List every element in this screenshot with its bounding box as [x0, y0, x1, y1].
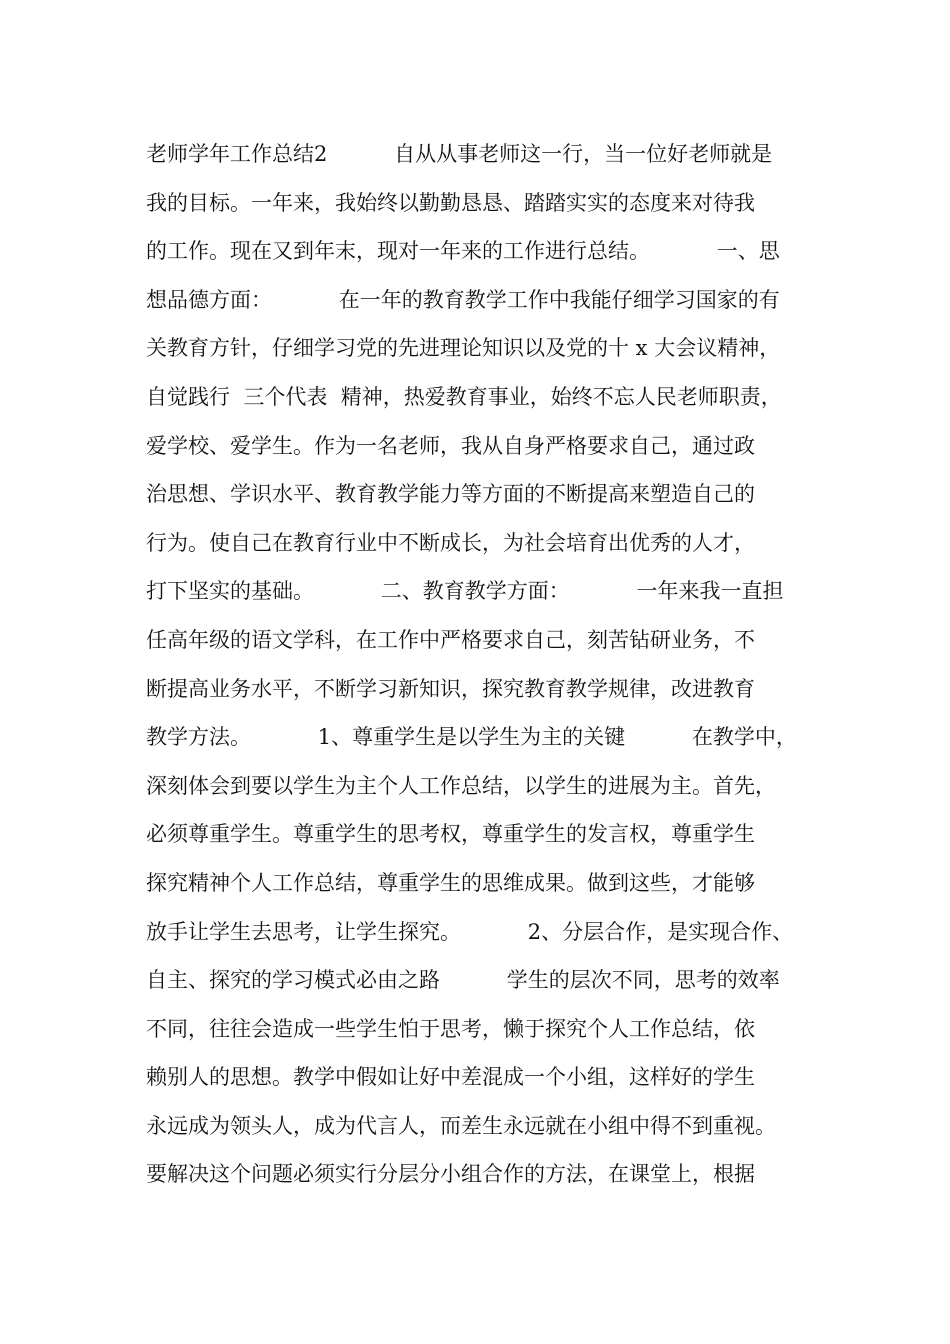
text-line: 赖别人的思想。教学中假如让好中差混成一个小组，这样好的学生 [146, 1065, 755, 1090]
text-line: 打下坚实的基础。 二、教育教学方面： 一年来我一直担 [146, 579, 784, 604]
text-line: 永远成为领头人，成为代言人，而差生永远就在小组中得不到重视。 [146, 1113, 776, 1138]
text-line: 自主、探究的学习模式必由之路 学生的层次不同，思考的效率 [146, 968, 780, 993]
text-line: 必须尊重学生。尊重学生的思考权，尊重学生的发言权，尊重学生 [146, 822, 755, 847]
text-line: 探究精神个人工作总结，尊重学生的思维成果。做到这些，才能够 [146, 870, 755, 895]
text-line: 断提高业务水平，不断学习新知识，探究教育教学规律，改进教育 [146, 676, 755, 701]
text-line: 不同，往往会造成一些学生怕于思考，懒于探究个人工作总结，依 [146, 1016, 755, 1041]
text-line: 爱学校、爱学生。作为一名老师，我从自身严格要求自己，通过政 [146, 433, 755, 458]
text-line: 自觉践行 三个代表 精神，热爱教育事业，始终不忘人民老师职责， [146, 384, 782, 409]
text-line: 教学方法。 1、尊重学生是以学生为主的关键 在教学中， [146, 725, 797, 750]
text-line: 关教育方针，仔细学习党的先进理论知识以及党的十 x 大会议精神， [146, 336, 781, 361]
text-line: 想品德方面： 在一年的教育教学工作中我能仔细学习国家的有 [146, 287, 780, 312]
text-line: 深刻体会到要以学生为主个人工作总结，以学生的进展为主。首先， [146, 773, 776, 798]
text-line: 老师学年工作总结2 自从从事老师这一行，当一位好老师就是 [146, 142, 773, 166]
text-line: 任高年级的语文学科，在工作中严格要求自己，刻苦钻研业务，不 [146, 627, 755, 652]
text-line: 要解决这个问题必须实行分层分小组合作的方法，在课堂上，根据 [146, 1162, 755, 1187]
text-line: 行为。使自己在教育行业中不断成长，为社会培育出优秀的人才， [146, 530, 755, 555]
text-line: 的工作。现在又到年末，现对一年来的工作进行总结。 一、思 [146, 239, 780, 264]
document-body [146, 130, 826, 1199]
text-line: 我的目标。一年来，我始终以勤勤恳恳、踏踏实实的态度来对待我 [146, 190, 755, 215]
text-line: 治思想、学识水平、教育教学能力等方面的不断提高来塑造自己的 [146, 482, 755, 507]
text-line: 放手让学生去思考，让学生探究。 2、分层合作，是实现合作、 [146, 919, 794, 944]
